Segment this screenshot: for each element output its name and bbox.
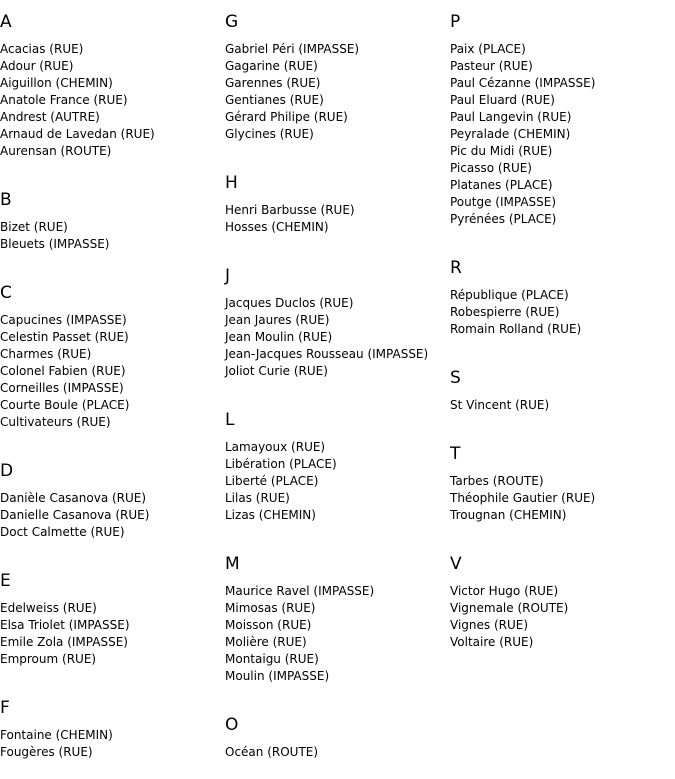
- street-list: [450, 41, 675, 228]
- street-name: Cultivateurs (RUE): [0, 415, 111, 429]
- street-list: [450, 397, 675, 414]
- letter-section: [450, 443, 675, 542]
- street-index-column-2: [225, 0, 450, 779]
- section-letter-heading: L: [225, 410, 235, 430]
- letter-section: [0, 697, 225, 779]
- street-name: République (PLACE): [450, 288, 569, 302]
- street-name: Aurensan (ROUTE): [0, 144, 112, 158]
- street-name: Fougères (RUE): [0, 745, 93, 759]
- street-list: [225, 202, 450, 236]
- section-letter-heading: P: [450, 12, 461, 32]
- section-letter-heading: R: [450, 258, 462, 278]
- street-name: Jean Moulin (RUE): [225, 330, 333, 344]
- section-spacer: [225, 761, 450, 779]
- section-spacer: [225, 685, 450, 703]
- street-name: Tarbes (ROUTE): [450, 474, 544, 488]
- section-letter-heading: C: [0, 283, 12, 303]
- section-spacer: [0, 668, 225, 686]
- street-name: Liberté (PLACE): [225, 474, 319, 488]
- street-name: Montaigu (RUE): [225, 652, 319, 666]
- street-list: [0, 219, 225, 253]
- street-list: [0, 490, 225, 541]
- street-name: Jean Jaures (RUE): [225, 313, 330, 327]
- section-letter-heading: M: [225, 554, 240, 574]
- letter-section: [0, 189, 225, 271]
- section-spacer: [450, 524, 675, 542]
- street-list: [450, 287, 675, 338]
- letter-section: [225, 11, 450, 161]
- street-name: Vignemale (ROUTE): [450, 601, 569, 615]
- section-letter-heading: O: [225, 715, 239, 735]
- letter-section: [225, 172, 450, 254]
- street-name: Peyralade (CHEMIN): [450, 127, 571, 141]
- section-spacer: [450, 338, 675, 356]
- street-name: Océan (ROUTE): [225, 745, 319, 759]
- street-name: Lamayoux (RUE): [225, 440, 326, 454]
- letter-section: [0, 460, 225, 559]
- street-name: Molière (RUE): [225, 635, 307, 649]
- street-name: Gérard Philipe (RUE): [225, 110, 348, 124]
- street-list: [0, 727, 225, 761]
- street-name: Henri Barbusse (RUE): [225, 203, 355, 217]
- street-name: Maurice Ravel (IMPASSE): [225, 584, 375, 598]
- letter-section: [225, 553, 450, 703]
- section-letter-heading: B: [0, 190, 12, 210]
- street-list: [0, 312, 225, 431]
- letter-section: [0, 570, 225, 686]
- section-letter-heading: H: [225, 173, 238, 193]
- street-list: [225, 439, 450, 524]
- street-name: Moisson (RUE): [225, 618, 312, 632]
- street-name: Celestin Passet (RUE): [0, 330, 129, 344]
- letter-section: [225, 714, 450, 779]
- letter-section: [225, 265, 450, 398]
- letter-section: [450, 553, 675, 669]
- street-name: Emproum (RUE): [0, 652, 97, 666]
- street-name: Hosses (CHEMIN): [225, 220, 329, 234]
- street-name: Platanes (PLACE): [450, 178, 553, 192]
- street-list: [225, 583, 450, 685]
- street-name: Bleuets (IMPASSE): [0, 237, 110, 251]
- street-name: Danielle Casanova (RUE): [0, 508, 150, 522]
- street-name: Romain Rolland (RUE): [450, 322, 582, 336]
- letter-section: [0, 11, 225, 178]
- street-name: Victor Hugo (RUE): [450, 584, 559, 598]
- street-list: [225, 295, 450, 380]
- section-letter-heading: J: [225, 266, 231, 286]
- street-name: Colonel Fabien (RUE): [0, 364, 126, 378]
- street-name: Fontaine (CHEMIN): [0, 728, 113, 742]
- letter-section: [450, 367, 675, 432]
- section-letter-heading: S: [450, 368, 461, 388]
- street-name: Trougnan (CHEMIN): [450, 508, 567, 522]
- street-name: Jacques Duclos (RUE): [225, 296, 354, 310]
- street-name: Doct Calmette (RUE): [0, 525, 125, 539]
- section-spacer: [0, 160, 225, 178]
- street-name: Paul Eluard (RUE): [450, 93, 555, 107]
- street-name: Joliot Curie (RUE): [225, 364, 328, 378]
- street-name: Théophile Gautier (RUE): [450, 491, 596, 505]
- section-letter-heading: F: [0, 698, 10, 718]
- street-name: Paul Langevin (RUE): [450, 110, 572, 124]
- street-name: Pic du Midi (RUE): [450, 144, 553, 158]
- street-name: Gentianes (RUE): [225, 93, 324, 107]
- street-list: [225, 744, 450, 761]
- letter-section: [0, 282, 225, 449]
- street-name: Poutge (IMPASSE): [450, 195, 557, 209]
- section-spacer: [225, 380, 450, 398]
- street-name: Gagarine (RUE): [225, 59, 318, 73]
- section-letter-heading: V: [450, 554, 462, 574]
- section-spacer: [0, 431, 225, 449]
- section-spacer: [0, 761, 225, 779]
- letter-section: [225, 409, 450, 542]
- street-index-column-1: [0, 0, 225, 779]
- street-list: [450, 473, 675, 524]
- street-name: Charmes (RUE): [0, 347, 92, 361]
- street-name: Anatole France (RUE): [0, 93, 128, 107]
- street-name: Emile Zola (IMPASSE): [0, 635, 128, 649]
- section-spacer: [450, 414, 675, 432]
- street-name: Arnaud de Lavedan (RUE): [0, 127, 155, 141]
- section-letter-heading: T: [450, 444, 461, 464]
- section-spacer: [0, 253, 225, 271]
- letter-section: [450, 257, 675, 356]
- street-name: Vignes (RUE): [450, 618, 529, 632]
- street-name: Lizas (CHEMIN): [225, 508, 316, 522]
- street-name: Picasso (RUE): [450, 161, 532, 175]
- street-name: Corneilles (IMPASSE): [0, 381, 124, 395]
- street-name: Bizet (RUE): [0, 220, 68, 234]
- street-list: [450, 583, 675, 651]
- section-spacer: [450, 651, 675, 669]
- section-letter-heading: A: [0, 12, 12, 32]
- street-name: Adour (RUE): [0, 59, 74, 73]
- street-name: Capucines (IMPASSE): [0, 313, 127, 327]
- street-name: Elsa Triolet (IMPASSE): [0, 618, 130, 632]
- street-name: Glycines (RUE): [225, 127, 314, 141]
- street-name: Pasteur (RUE): [450, 59, 533, 73]
- street-name: Andrest (AUTRE): [0, 110, 100, 124]
- street-name: Robespierre (RUE): [450, 305, 560, 319]
- letter-section: [450, 11, 675, 246]
- street-name: Courte Boule (PLACE): [0, 398, 130, 412]
- street-name: Aiguillon (CHEMIN): [0, 76, 113, 90]
- street-name: Moulin (IMPASSE): [225, 669, 330, 683]
- street-name: Danièle Casanova (RUE): [0, 491, 147, 505]
- street-name: Gabriel Péri (IMPASSE): [225, 42, 360, 56]
- street-name: Acacias (RUE): [0, 42, 84, 56]
- street-name: Jean-Jacques Rousseau (IMPASSE): [225, 347, 429, 361]
- street-name: St Vincent (RUE): [450, 398, 550, 412]
- street-name: Pyrénées (PLACE): [450, 212, 557, 226]
- street-list: [0, 41, 225, 160]
- section-letter-heading: E: [0, 571, 11, 591]
- section-spacer: [225, 143, 450, 161]
- street-name: Voltaire (RUE): [450, 635, 534, 649]
- street-name: Mimosas (RUE): [225, 601, 316, 615]
- street-name: Libération (PLACE): [225, 457, 337, 471]
- street-name: Garennes (RUE): [225, 76, 321, 90]
- section-spacer: [225, 236, 450, 254]
- street-list: [0, 600, 225, 668]
- street-index-column-3: [450, 0, 675, 669]
- street-name: Lilas (RUE): [225, 491, 290, 505]
- street-name: Edelweiss (RUE): [0, 601, 97, 615]
- street-name: Paix (PLACE): [450, 42, 526, 56]
- section-spacer: [450, 228, 675, 246]
- section-letter-heading: G: [225, 12, 239, 32]
- section-spacer: [225, 524, 450, 542]
- section-spacer: [0, 541, 225, 559]
- street-name: Paul Cézanne (IMPASSE): [450, 76, 596, 90]
- street-list: [225, 41, 450, 143]
- section-letter-heading: D: [0, 461, 14, 481]
